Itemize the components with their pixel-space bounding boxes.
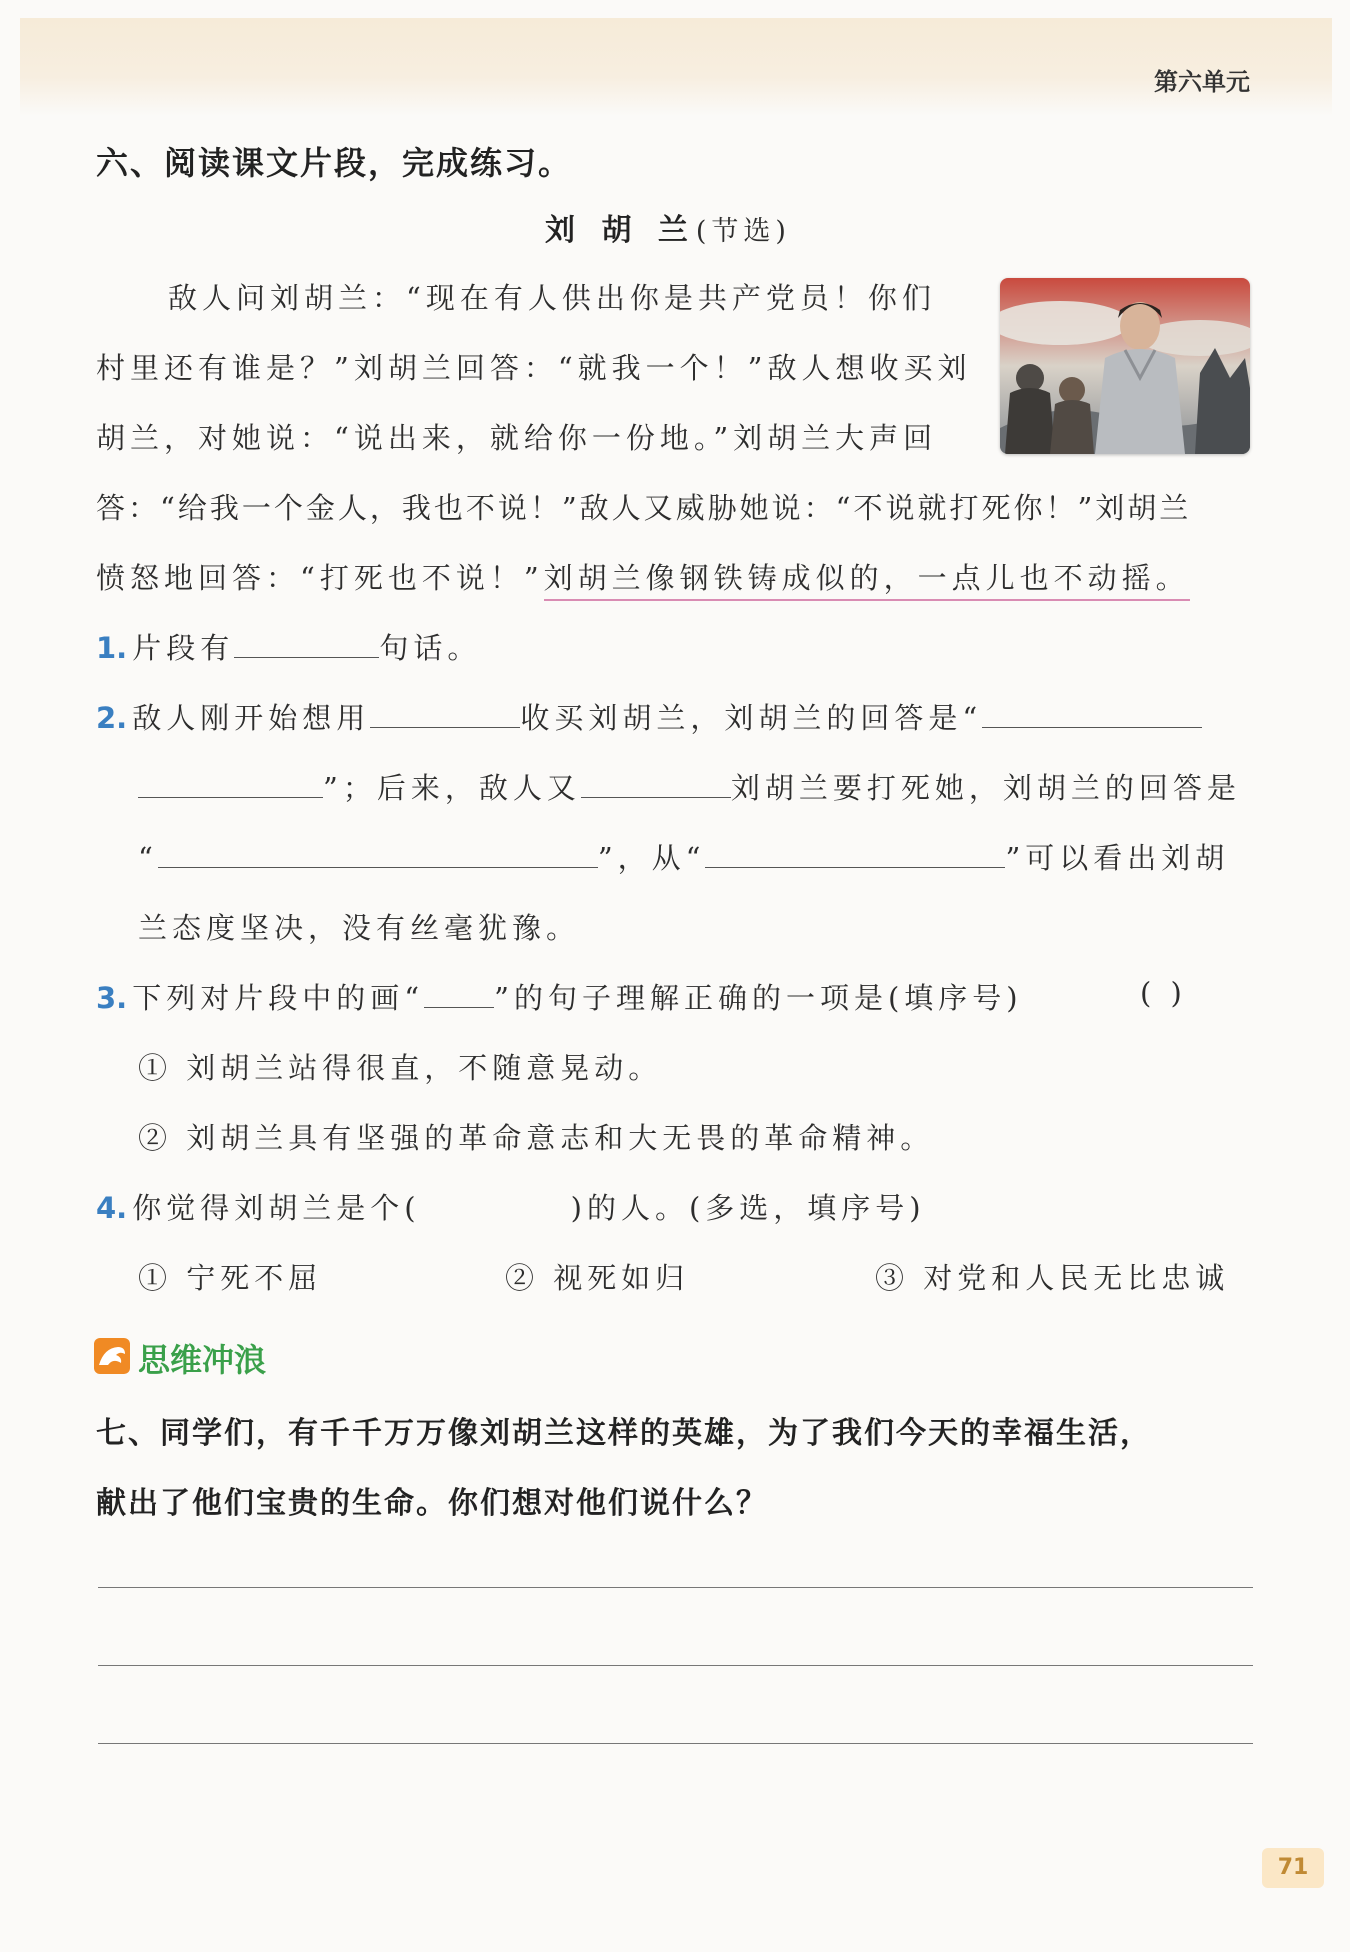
question-4-number: 4. <box>96 1191 128 1225</box>
question-1-number: 1. <box>96 631 128 665</box>
question-4-text-b: )的人。(多选，填序号) <box>570 1191 926 1225</box>
passage-line-1: 敌人问刘胡兰：“现在有人供出你是共产党员！你们 <box>168 281 936 315</box>
page-number: 71 <box>1262 1848 1324 1888</box>
question-2-line-1 <box>96 696 1202 737</box>
liu-hulan-illustration <box>1000 278 1250 454</box>
question-1-text-a: 片段有 <box>132 631 235 665</box>
question-3-answer-paren[interactable]: ( ) <box>1140 976 1187 1010</box>
illustration-image <box>1000 278 1250 454</box>
question-3-underline-marker <box>424 979 494 1008</box>
question-1 <box>96 626 481 667</box>
writing-line-3[interactable] <box>98 1743 1253 1744</box>
passage-heading <box>545 205 791 249</box>
question-2-blank-quote[interactable] <box>705 839 1005 868</box>
passage-line-2: 村里还有谁是？”刘胡兰回答：“就我一个！”敌人想收买刘 <box>96 351 972 385</box>
passage-line-5-text: 愤怒地回答：“打死也不说！” <box>96 561 544 595</box>
question-4-option-2: ② 视死如归 <box>505 1261 690 1295</box>
wave-icon <box>94 1338 130 1374</box>
question-2-blank-answer-1b[interactable] <box>138 769 323 798</box>
question-4-option-1: ① 宁死不屈 <box>138 1261 323 1295</box>
section-six-title: 六、阅读课文片段，完成练习。 <box>96 144 573 182</box>
question-2-number: 2. <box>96 701 128 735</box>
question-3-text-a: 下列对片段中的画“ <box>132 981 425 1015</box>
wave-icon-glyph <box>94 1338 130 1374</box>
writing-line-2[interactable] <box>98 1665 1253 1666</box>
question-2-line-2 <box>138 766 1241 807</box>
question-2-text-f: ”，从“ <box>597 841 706 875</box>
passage-line-5 <box>96 556 1190 597</box>
unit-label: 第六单元 <box>1154 68 1250 96</box>
question-2-blank-answer-1a[interactable] <box>982 699 1202 728</box>
question-4-text-a: 你觉得刘胡兰是个( <box>132 1191 421 1225</box>
underlined-sentence: 刘胡兰像钢铁铸成似的，一点儿也不动摇。 <box>544 561 1190 601</box>
question-2-text-c: ”；后来，敌人又 <box>323 771 581 805</box>
passage-note: (节选) <box>695 216 791 247</box>
question-3-text-b: ”的句子理解正确的一项是(填序号) <box>494 981 1023 1015</box>
question-2-text-h: 兰态度坚决，没有丝毫犹豫。 <box>138 911 581 945</box>
question-3-option-1: ① 刘胡兰站得很直，不随意晃动。 <box>138 1051 663 1085</box>
question-2-blank-answer-2[interactable] <box>158 839 598 868</box>
question-3-number: 3. <box>96 981 128 1015</box>
header-band <box>20 18 1332 116</box>
thinking-title: 思维冲浪 <box>138 1341 267 1379</box>
question-4-option-3: ③ 对党和人民无比忠诚 <box>875 1261 1230 1295</box>
writing-line-1[interactable] <box>98 1587 1253 1588</box>
question-2-blank-threat[interactable] <box>581 769 731 798</box>
question-3 <box>96 976 1023 1017</box>
question-2-text-g: ”可以看出刘胡 <box>1005 841 1230 875</box>
question-2-text-a: 敌人刚开始想用 <box>132 701 371 735</box>
passage-line-3: 胡兰，对她说：“说出来，就给你一份地。”刘胡兰大声回 <box>96 421 938 455</box>
question-1-blank[interactable] <box>234 629 379 658</box>
section-seven-line-2: 献出了他们宝贵的生命。你们想对他们说什么？ <box>96 1486 768 1521</box>
question-4 <box>96 1186 926 1227</box>
passage-line-4: 答：“给我一个金人，我也不说！”敌人又威胁她说：“不说就打死你！”刘胡兰 <box>96 491 1192 525</box>
question-1-text-b: 句话。 <box>379 631 482 665</box>
question-3-option-2: ② 刘胡兰具有坚强的革命意志和大无畏的革命精神。 <box>138 1121 935 1155</box>
section-seven-line-1: 七、同学们，有千千万万像刘胡兰这样的英雄，为了我们今天的幸福生活， <box>96 1416 1152 1451</box>
question-2-text-e: “ <box>138 841 158 875</box>
question-2-text-d: 刘胡兰要打死她，刘胡兰的回答是 <box>730 771 1241 805</box>
question-2-blank-method[interactable] <box>370 699 520 728</box>
question-2-line-3 <box>138 836 1229 877</box>
passage-title: 刘 胡 兰 <box>545 213 696 248</box>
question-2-text-b: 收买刘胡兰，刘胡兰的回答是“ <box>520 701 983 735</box>
